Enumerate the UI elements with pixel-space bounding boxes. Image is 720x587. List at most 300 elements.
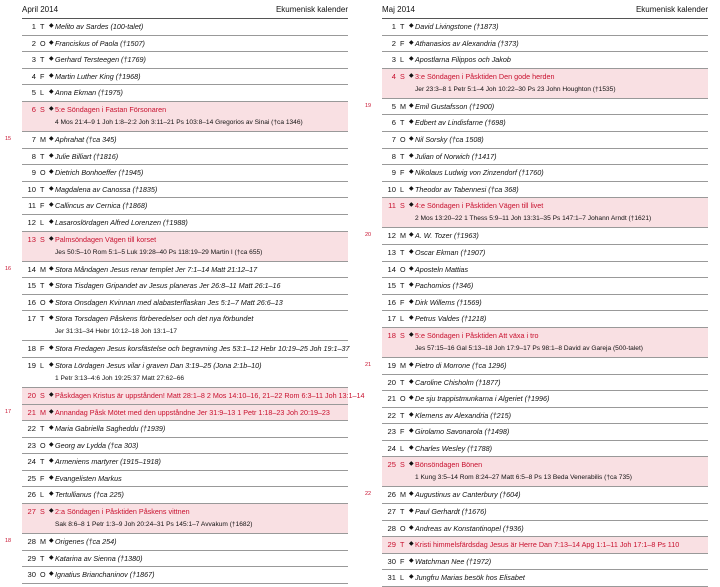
day-number: 23 <box>27 440 36 450</box>
bible-readings: Jes 50:5–10 Rom 5:1–5 Luk 19:28–40 Ps 118:19–29 Martin I (†ca 655) <box>55 248 263 256</box>
weekday-letter: T <box>400 377 405 387</box>
day-entry: Caroline Chisholm (†1877) <box>415 377 501 387</box>
day-number: 24 <box>27 457 36 467</box>
calendar-row <box>5 405 348 422</box>
calendar-row <box>22 487 348 504</box>
calendar-row <box>22 149 348 166</box>
diamond-icon: ◆ <box>49 202 54 209</box>
diamond-icon: ◆ <box>49 72 54 79</box>
diamond-icon: ◆ <box>409 524 414 531</box>
diamond-icon: ◆ <box>49 89 54 96</box>
calendar-row <box>382 149 708 166</box>
day-number: 15 <box>387 281 396 291</box>
day-number: 8 <box>391 151 396 161</box>
day-number: 23 <box>387 427 396 437</box>
diamond-icon: ◆ <box>49 152 54 159</box>
weekday-letter: O <box>40 168 46 178</box>
weekday-letter: O <box>400 264 406 274</box>
maj-header <box>382 0 708 19</box>
calendar-row <box>382 69 708 99</box>
day-number: 13 <box>387 247 396 257</box>
day-entry: Andreas av Konstantinopel (†936) <box>415 523 524 533</box>
diamond-icon: ◆ <box>49 235 54 242</box>
day-number: 22 <box>387 410 396 420</box>
calendar-row <box>382 504 708 521</box>
day-number: 30 <box>27 570 36 580</box>
weekday-letter: O <box>400 134 406 144</box>
april-header <box>22 0 348 19</box>
calendar-title: Ekumenisk kalender <box>635 5 708 14</box>
diamond-icon: ◆ <box>409 102 414 109</box>
diamond-icon: ◆ <box>409 428 414 435</box>
week-number: 17 <box>5 408 12 415</box>
day-number: 26 <box>387 490 396 500</box>
weekday-letter: T <box>400 540 405 550</box>
diamond-icon: ◆ <box>49 169 54 176</box>
weekday-letter: T <box>400 507 405 517</box>
calendar-row <box>22 311 348 341</box>
diamond-icon: ◆ <box>409 395 414 402</box>
calendar-row <box>22 102 348 132</box>
bible-readings: Jer 31:31–34 Hebr 10:12–18 Joh 13:1–17 <box>55 328 178 336</box>
weekday-letter: L <box>400 443 404 453</box>
calendar-row <box>22 438 348 455</box>
weekday-letter: T <box>40 314 45 324</box>
bible-readings: 1 Kung 3:5–14 Rom 8:24–27 Matt 6:5–8 Ps 13 Beda Venerabilis (†ca 735) <box>415 474 633 482</box>
diamond-icon: ◆ <box>49 508 54 515</box>
diamond-icon: ◆ <box>409 378 414 385</box>
day-entry: Klemens av Alexandria (†215) <box>415 410 512 420</box>
week-number: 15 <box>5 135 12 142</box>
day-number: 18 <box>27 344 36 354</box>
weekday-letter: L <box>40 217 44 227</box>
day-number: 9 <box>391 168 396 178</box>
weekday-letter: F <box>400 168 405 178</box>
calendar-row <box>382 165 708 182</box>
day-entry: 2:a Söndagen i Påsktiden Påskens vittnen <box>55 507 190 517</box>
calendar-row <box>22 36 348 53</box>
day-number: 10 <box>27 184 36 194</box>
day-number: 29 <box>387 540 396 550</box>
weekday-letter: F <box>400 427 405 437</box>
day-number: 7 <box>31 134 36 144</box>
april-page <box>5 0 365 584</box>
day-entry: David Livingstone (†1873) <box>415 22 499 31</box>
diamond-icon: ◆ <box>409 265 414 272</box>
day-entry: Tertullianus (†ca 225) <box>55 490 124 500</box>
weekday-letter: M <box>40 134 46 144</box>
diamond-icon: ◆ <box>49 408 54 415</box>
diamond-icon: ◆ <box>49 538 54 545</box>
diamond-icon: ◆ <box>49 425 54 432</box>
maj-rows <box>365 19 708 587</box>
day-number: 27 <box>387 507 396 517</box>
day-number: 21 <box>27 407 36 417</box>
day-number: 20 <box>387 377 396 387</box>
weekday-letter: O <box>40 297 46 307</box>
day-number: 19 <box>27 360 36 370</box>
day-entry: Watchman Nee (†1972) <box>415 556 492 566</box>
day-entry: Theodor av Tabennesi (†ca 368) <box>415 184 519 194</box>
diamond-icon: ◆ <box>409 574 414 581</box>
calendar-row <box>365 99 708 116</box>
calendar-row <box>22 182 348 199</box>
calendar-row <box>382 115 708 132</box>
day-number: 5 <box>31 88 36 98</box>
day-number: 4 <box>391 71 396 81</box>
day-entry: Gerhard Tersteegen (†1769) <box>55 55 146 65</box>
day-entry: Aphrahat (†ca 345) <box>55 134 117 144</box>
calendar-row <box>382 424 708 441</box>
day-entry: Georg av Lydda (†ca 303) <box>55 440 139 450</box>
day-entry: Origenes (†ca 254) <box>55 537 117 547</box>
day-number: 30 <box>387 556 396 566</box>
weekday-letter: M <box>400 490 406 500</box>
day-number: 9 <box>31 168 36 178</box>
calendar-row <box>382 295 708 312</box>
calendar-row <box>382 262 708 279</box>
day-entry: Armeniens martyrer (1915–1918) <box>55 457 161 467</box>
weekday-letter: L <box>400 184 404 194</box>
day-entry: Maria Gabriella Sagheddu (†1939) <box>55 424 166 434</box>
calendar-row <box>22 471 348 488</box>
calendar-row <box>22 232 348 262</box>
diamond-icon: ◆ <box>49 441 54 448</box>
diamond-icon: ◆ <box>409 39 414 46</box>
day-number: 26 <box>27 490 36 500</box>
month-title: April 2014 <box>22 5 59 14</box>
weekday-letter: T <box>40 553 45 563</box>
day-entry: Oscar Ekman (†1907) <box>415 247 486 257</box>
day-entry: Ignatius Brianchaninov (†1867) <box>55 570 155 580</box>
day-entry: Stora Lördagen Jesus vilar i graven Dan 3:19–25 (Jona 2:1b–10) <box>55 360 262 370</box>
weekday-letter: S <box>40 390 45 400</box>
day-entry: Emil Gustafsson (†1900) <box>415 101 495 111</box>
diamond-icon: ◆ <box>49 474 54 481</box>
day-entry: Aposteln Mattias <box>415 264 469 274</box>
day-entry: Athanasios av Alexandria (†373) <box>415 38 519 48</box>
day-number: 24 <box>387 443 396 453</box>
day-number: 11 <box>388 201 396 211</box>
day-entry: Stora Måndagen Jesus renar templet Jer 7:1–14 Matt 21:12–17 <box>55 264 258 274</box>
calendar-title: Ekumenisk kalender <box>275 5 348 14</box>
calendar-row <box>22 454 348 471</box>
day-number: 22 <box>27 424 36 434</box>
day-number: 27 <box>27 507 36 517</box>
calendar-row <box>382 19 708 36</box>
diamond-icon: ◆ <box>49 491 54 498</box>
diamond-icon: ◆ <box>49 218 54 225</box>
diamond-icon: ◆ <box>49 458 54 465</box>
day-entry: Bönsöndagen Bönen <box>415 460 483 470</box>
calendar-row <box>22 19 348 36</box>
day-number: 8 <box>31 151 36 161</box>
bible-readings: Jer 23:3–8 1 Petr 5:1–4 Joh 10:22–30 Ps 23 John Houghton (†1535) <box>415 85 616 93</box>
day-entry: De sju trappistmunkarna i Algeriet (†1996) <box>415 394 550 404</box>
calendar-row <box>382 311 708 328</box>
weekday-letter: T <box>400 118 405 128</box>
calendar-row <box>382 391 708 408</box>
calendar-row <box>22 295 348 312</box>
diamond-icon: ◆ <box>409 491 414 498</box>
day-number: 16 <box>27 297 36 307</box>
day-number: 6 <box>391 118 396 128</box>
day-number: 17 <box>27 314 36 324</box>
diamond-icon: ◆ <box>49 345 54 352</box>
day-entry: A. W. Tozer (†1963) <box>415 231 479 241</box>
diamond-icon: ◆ <box>49 554 54 561</box>
weekday-letter: T <box>400 151 405 161</box>
calendar-row <box>382 328 708 358</box>
day-number: 1 <box>31 22 36 31</box>
weekday-letter: L <box>400 314 404 324</box>
diamond-icon: ◆ <box>49 23 54 29</box>
weekday-letter: L <box>400 55 404 65</box>
weekday-letter: O <box>40 38 46 48</box>
day-entry: Paul Gerhardt (†1676) <box>415 507 487 517</box>
diamond-icon: ◆ <box>409 361 414 368</box>
calendar-row <box>22 388 365 405</box>
weekday-letter: L <box>40 490 44 500</box>
day-entry: Pietro di Morrone (†ca 1296) <box>415 360 507 370</box>
diamond-icon: ◆ <box>49 298 54 305</box>
diamond-icon: ◆ <box>409 411 414 418</box>
day-number: 12 <box>27 217 36 227</box>
day-entry: Katarina av Sienna (†1380) <box>55 553 143 563</box>
day-entry: Påskdagen Kristus är uppstånden! Matt 28:1–8 2 Mos 14:10–16, 21–22 Rom 6:3–11 Joh 13:1–14 <box>55 390 365 400</box>
day-entry: Palmsöndagen Vägen till korset <box>55 234 157 244</box>
day-number: 3 <box>391 55 396 65</box>
diamond-icon: ◆ <box>409 248 414 255</box>
calendar-row <box>382 132 708 149</box>
diamond-icon: ◆ <box>409 202 414 209</box>
diamond-icon: ◆ <box>49 391 54 398</box>
calendar-row <box>365 487 708 504</box>
weekday-letter: F <box>400 38 405 48</box>
diamond-icon: ◆ <box>49 135 54 142</box>
week-number: 22 <box>365 491 372 498</box>
weekday-letter: F <box>400 556 405 566</box>
day-number: 17 <box>387 314 396 324</box>
day-number: 25 <box>27 473 36 483</box>
weekday-letter: M <box>40 537 46 547</box>
day-number: 21 <box>387 394 396 404</box>
day-entry: Charles Wesley (†1788) <box>415 443 492 453</box>
weekday-letter: T <box>40 424 45 434</box>
weekday-letter: T <box>400 247 405 257</box>
calendar-row <box>382 375 708 392</box>
calendar-row <box>382 441 708 458</box>
day-number: 1 <box>391 22 396 31</box>
calendar-row <box>22 421 348 438</box>
day-entry: Nil Sorsky (†ca 1508) <box>415 134 484 144</box>
diamond-icon: ◆ <box>409 23 414 29</box>
weekday-letter: F <box>40 201 45 211</box>
day-number: 19 <box>387 360 396 370</box>
day-entry: Martin Luther King (†1968) <box>55 71 141 81</box>
weekday-letter: T <box>40 55 45 65</box>
day-entry: Evangelisten Markus <box>55 473 122 483</box>
day-entry: 5:e Söndagen i Fastan Försonaren <box>55 104 167 114</box>
day-entry: Callincus av Cernica (†1868) <box>55 201 148 211</box>
weekday-letter: T <box>400 281 405 291</box>
calendar-row <box>22 358 348 388</box>
day-number: 18 <box>387 330 396 340</box>
day-entry: Magdalena av Canossa (†1835) <box>55 184 158 194</box>
calendar-row <box>22 69 348 86</box>
diamond-icon: ◆ <box>49 315 54 322</box>
day-entry: Stora Tisdagen Gripandet av Jesus planeras Jer 26:8–11 Matt 26:1–16 <box>55 281 281 291</box>
calendar-row <box>382 521 708 538</box>
week-number: 16 <box>5 265 12 272</box>
week-number: 20 <box>365 232 372 239</box>
calendar-row <box>22 278 348 295</box>
day-entry: 3:e Söndagen i Påsktiden Den gode herden <box>415 71 555 81</box>
calendar-row <box>382 36 708 53</box>
calendar-row <box>22 52 348 69</box>
day-entry: Stora Fredagen Jesus korsfästelse och begravning Jes 53:1–12 Hebr 10:19–25 Joh 19:1–37 <box>55 344 350 354</box>
diamond-icon: ◆ <box>409 315 414 322</box>
weekday-letter: L <box>40 360 44 370</box>
day-entry: Annandag Påsk Mötet med den uppståndne Jer 31:9–13 1 Petr 1:18–23 Joh 20:19–23 <box>55 407 330 417</box>
day-entry: Augustinus av Canterbury (†604) <box>415 490 521 500</box>
day-number: 28 <box>387 523 396 533</box>
calendar-row <box>22 341 348 358</box>
calendar-row <box>5 534 348 551</box>
week-number: 21 <box>365 361 372 368</box>
day-number: 3 <box>31 55 36 65</box>
weekday-letter: T <box>40 281 45 291</box>
calendar-row <box>382 182 708 199</box>
diamond-icon: ◆ <box>49 361 54 368</box>
day-number: 10 <box>387 184 396 194</box>
weekday-letter: T <box>400 22 405 31</box>
diamond-icon: ◆ <box>409 56 414 63</box>
calendar-row <box>5 132 348 149</box>
day-number: 14 <box>387 264 396 274</box>
day-entry: Jungfru Marias besök hos Elisabet <box>415 573 525 583</box>
calendar-row <box>22 504 348 534</box>
weekday-letter: T <box>40 184 45 194</box>
calendar-row <box>382 570 708 587</box>
calendar-row <box>22 551 348 568</box>
day-number: 16 <box>387 297 396 307</box>
weekday-letter: F <box>40 71 45 81</box>
day-number: 4 <box>31 71 36 81</box>
day-entry: Anna Ekman (†1975) <box>55 88 123 98</box>
weekday-letter: T <box>40 457 45 467</box>
day-entry: Stora Onsdagen Kvinnan med alabasterflaskan Jes 5:1–7 Matt 26:6–13 <box>55 297 283 307</box>
day-number: 25 <box>387 460 396 470</box>
weekday-letter: T <box>40 22 45 31</box>
day-entry: Julie Billiart (†1816) <box>55 151 119 161</box>
day-entry: Nikolaus Ludwig von Zinzendorf (†1760) <box>415 168 544 178</box>
diamond-icon: ◆ <box>49 39 54 46</box>
weekday-letter: L <box>400 573 404 583</box>
day-entry: Kristi himmelsfärdsdag Jesus är Herre Dan 7:13–14 Apg 1:1–11 Joh 17:1–8 Ps 110 <box>415 540 680 550</box>
diamond-icon: ◆ <box>409 169 414 176</box>
weekday-letter: S <box>400 201 405 211</box>
maj-page <box>365 0 708 587</box>
day-number: 5 <box>391 101 396 111</box>
calendar-row <box>382 52 708 69</box>
calendar-row <box>382 245 708 262</box>
weekday-letter: M <box>400 231 406 241</box>
calendar-row <box>382 198 708 228</box>
diamond-icon: ◆ <box>49 56 54 63</box>
diamond-icon: ◆ <box>409 232 414 239</box>
day-number: 6 <box>31 104 36 114</box>
weekday-letter: S <box>400 460 405 470</box>
diamond-icon: ◆ <box>409 331 414 338</box>
weekday-letter: M <box>40 264 46 274</box>
day-entry: Girolamo Savonarola (†1498) <box>415 427 510 437</box>
weekday-letter: S <box>400 71 405 81</box>
bible-readings: Jes 57:15–16 Gal 5:13–18 Joh 17:9–17 Ps 98:1–8 David av Gareja (500-talet) <box>415 344 644 352</box>
day-number: 14 <box>27 264 36 274</box>
day-entry: Apostlarna Filippos och Jakob <box>415 55 511 65</box>
day-entry: 5:e Söndagen i Påsktiden Att växa i tro <box>415 330 539 340</box>
day-entry: Dietrich Bonhoeffer (†1945) <box>55 168 144 178</box>
calendar-row <box>382 408 708 425</box>
calendar-row <box>22 567 348 584</box>
weekday-letter: O <box>400 523 406 533</box>
day-entry: Julian of Norwich (†1417) <box>415 151 497 161</box>
day-entry: Lasaroslördagen Alfred Lorenzen (†1988) <box>55 217 188 227</box>
weekday-letter: L <box>40 88 44 98</box>
diamond-icon: ◆ <box>49 282 54 289</box>
day-number: 15 <box>27 281 36 291</box>
day-number: 31 <box>387 573 396 583</box>
day-number: 2 <box>31 38 36 48</box>
day-number: 12 <box>387 231 396 241</box>
weekday-letter: S <box>400 330 405 340</box>
week-number: 19 <box>365 102 372 109</box>
calendar-row <box>5 262 348 279</box>
diamond-icon: ◆ <box>409 185 414 192</box>
diamond-icon: ◆ <box>409 135 414 142</box>
day-number: 20 <box>27 390 36 400</box>
calendar-row <box>382 278 708 295</box>
weekday-letter: O <box>40 440 46 450</box>
diamond-icon: ◆ <box>49 571 54 578</box>
day-entry: Dirk Willems (†1569) <box>415 297 482 307</box>
diamond-icon: ◆ <box>49 265 54 272</box>
day-number: 29 <box>27 553 36 563</box>
weekday-letter: M <box>40 407 46 417</box>
day-number: 2 <box>391 38 396 48</box>
day-entry: 4:e Söndagen i Påsktiden Vägen till livet <box>415 201 544 211</box>
diamond-icon: ◆ <box>409 298 414 305</box>
diamond-icon: ◆ <box>49 105 54 112</box>
weekday-letter: M <box>400 360 406 370</box>
day-entry: Pachomios (†346) <box>415 281 474 291</box>
diamond-icon: ◆ <box>409 541 414 548</box>
day-number: 28 <box>27 537 36 547</box>
day-entry: Edbert av Lindisfarne (†698) <box>415 118 506 128</box>
weekday-letter: S <box>40 507 45 517</box>
april-rows <box>5 19 365 584</box>
day-number: 11 <box>28 201 36 211</box>
weekday-letter: M <box>400 101 406 111</box>
weekday-letter: F <box>40 473 45 483</box>
weekday-letter: O <box>40 570 46 580</box>
calendar-row <box>22 198 348 215</box>
calendar-row <box>365 358 708 375</box>
day-number: 13 <box>27 234 36 244</box>
calendar-row <box>22 215 348 232</box>
diamond-icon: ◆ <box>409 72 414 79</box>
